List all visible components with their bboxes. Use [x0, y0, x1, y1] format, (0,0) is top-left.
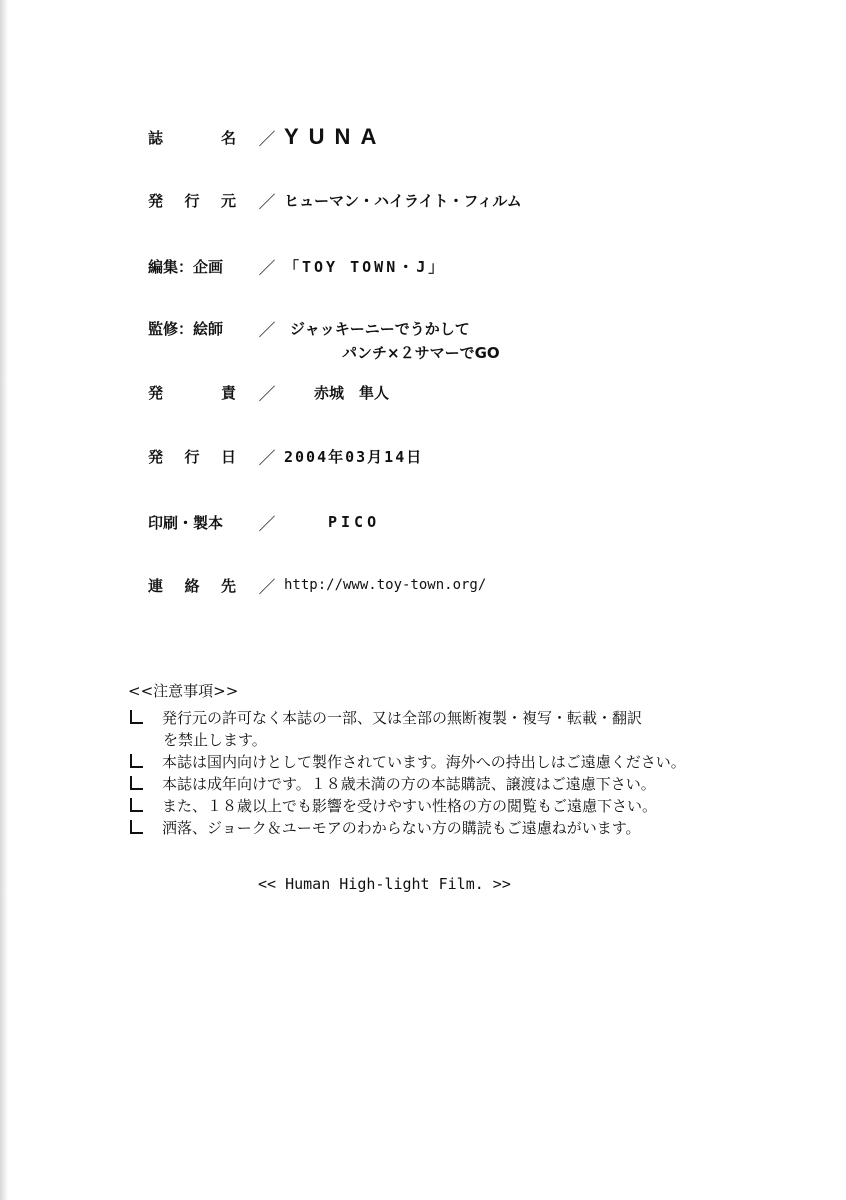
colophon-label-responsible: 発 責: [148, 383, 236, 402]
colophon-value-contact-url: http://www.toy-town.org/: [284, 577, 487, 593]
separator-slash: ／: [258, 320, 276, 341]
colophon-row-publisher: [148, 187, 522, 213]
page-edge-shadow: [0, 0, 8, 1200]
separator-slash: ／: [258, 577, 276, 598]
colophon-value-date: 2004年03月14日: [284, 447, 424, 466]
bracket-box-icon: [130, 820, 143, 834]
notice-item: 本誌は国内向けとして製作されています。海外への持出しはご遠慮ください。: [130, 751, 686, 772]
separator-slash: ／: [258, 448, 276, 469]
colophon-row-title: [148, 124, 386, 150]
footer-publisher-name: << Human High-light Film. >>: [258, 875, 511, 893]
notice-item-continuation: を禁止します。: [163, 731, 267, 749]
colophon-label-planning: 編集：企画: [148, 257, 224, 276]
colophon-row-printing: [148, 509, 380, 535]
colophon-label-printing: 印刷・製本: [148, 513, 224, 532]
separator-slash: ／: [258, 129, 276, 150]
notice-item: 本誌は成年向けです。１８歳未満の方の本誌購読、譲渡はご遠慮下さい。: [130, 773, 656, 794]
colophon-value-publisher: ヒューマン・ハイライト・フィルム: [284, 191, 522, 210]
colophon-value-supervisor-line1: ジャッキーニーでうかして: [290, 319, 470, 338]
separator-slash: ／: [258, 384, 276, 405]
colophon-row-date: [148, 443, 423, 469]
colophon-label-date: 発 行 日: [148, 447, 236, 466]
colophon-label-supervisor: 監修：絵師: [148, 319, 224, 338]
bracket-box-icon: [130, 798, 143, 812]
colophon-row-responsible: [148, 379, 389, 405]
bracket-box-icon: [130, 710, 143, 724]
colophon-row-planning: [148, 253, 446, 279]
separator-slash: ／: [258, 258, 276, 279]
colophon-value-printing: PICO: [328, 513, 381, 531]
colophon-value-supervisor-line2: パンチ×２サマーでGO: [342, 344, 500, 362]
colophon-row-contact: [148, 572, 486, 598]
notice-item: 発行元の許可なく本誌の一部、又は全部の無断複製・複写・転載・翻訳: [130, 707, 642, 728]
separator-slash: ／: [258, 192, 276, 213]
colophon-value-planning: 「TOY TOWN・J」: [284, 257, 447, 276]
colophon-value-responsible: 赤城 隼人: [314, 383, 390, 402]
bracket-box-icon: [130, 776, 143, 790]
colophon-label-contact: 連 絡 先: [148, 576, 236, 595]
notice-item: 洒落、ジョーク＆ユーモアのわからない方の購読もご遠慮ねがいます。: [130, 817, 641, 838]
bracket-box-icon: [130, 754, 143, 768]
separator-slash: ／: [258, 514, 276, 535]
colophon-row-supervisor: [148, 315, 470, 341]
colophon-label-title: 誌 名: [148, 128, 236, 147]
colophon-label-publisher: 発 行 元: [148, 191, 236, 210]
notice-heading: <<注意事項>>: [128, 682, 239, 700]
notice-item: また、１８歳以上でも影響を受けやすい性格の方の閲覧もご遠慮下さい。: [130, 795, 657, 816]
colophon-value-title: YUNA: [284, 124, 387, 149]
